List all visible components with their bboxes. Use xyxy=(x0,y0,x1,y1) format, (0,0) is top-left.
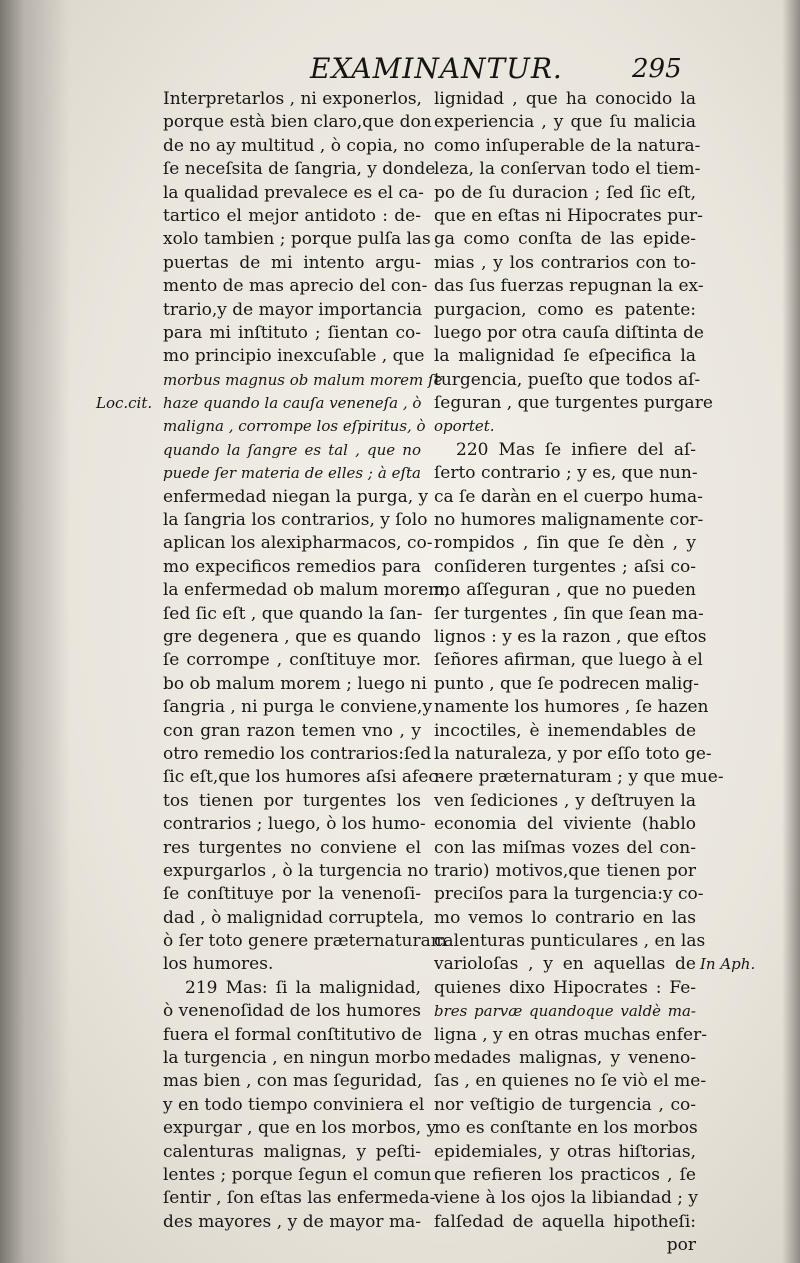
text-line: leza, la conſervan todo el tiem- xyxy=(434,159,701,180)
text-line: conſideren turgentes ; aſsi co- xyxy=(434,556,696,577)
text-line: mento de mas aprecio del con- xyxy=(163,276,428,297)
text-line: bo ob malum morem ; luego ni xyxy=(163,673,427,694)
text-line: ò venenoſidad de los humores xyxy=(163,1001,421,1022)
text-line: ven ſediciones , y deſtruyen la xyxy=(434,790,696,811)
text-line: mo expecificos remedios para xyxy=(163,556,421,577)
text-line: de no ay multitud , ò copia, no xyxy=(163,135,425,156)
text-line: dad , ò malignidad corruptela, xyxy=(163,907,425,928)
text-line: aplican los alexipharmacos, co- xyxy=(163,533,433,554)
text-line: ſeñores afirman, que luego à el xyxy=(434,650,703,671)
text-line: des mayores , y de mayor ma- xyxy=(163,1211,421,1232)
text-line: ſed ſic eſt , que quando la ſan- xyxy=(163,603,423,624)
text-line: calenturas punticulares , en las xyxy=(434,931,706,952)
text-line: la naturaleza, y por eſſo toto ge- xyxy=(434,743,712,764)
text-line: no humores malignamente cor- xyxy=(434,510,704,531)
text-line: ſas , en quienes no ſe viò el me- xyxy=(434,1071,707,1092)
text-line: ſeguran , que turgentes purgare xyxy=(434,393,713,414)
text-line: lignos : y es la razon , que eſtos xyxy=(434,626,707,647)
text-line: otro remedio los contrarios:ſed xyxy=(163,743,432,764)
text-line: ſentir , ſon eſtas las enfermeda- xyxy=(163,1188,436,1209)
text-line: trario,y de mayor importancia xyxy=(163,299,423,320)
text-line: la malignidad ſe eſpecifica la xyxy=(434,346,696,367)
text-line: falſedad de aquella hipotheſi: xyxy=(434,1211,696,1232)
text-line: luego por otra cauſa diſtinta de xyxy=(434,322,704,343)
text-line: namente los humores , ſe hazen xyxy=(434,697,709,718)
text-line: ſe conſtituye por la venenoſi- xyxy=(163,884,421,905)
text-line: oportet. xyxy=(434,417,495,436)
binding-shadow xyxy=(0,0,70,1263)
text-line: bres parvæ quandoque valdè ma- xyxy=(434,1002,696,1021)
text-line: con las miſmas vozes del con- xyxy=(434,837,696,858)
text-line: res turgentes no conviene el xyxy=(163,837,421,858)
text-line: viene à los ojos la libiandad ; y xyxy=(434,1188,699,1209)
text-line: xolo tambien ; porque pulſa las xyxy=(163,229,431,250)
text-line: ſerto contrario ; y es, que nun- xyxy=(434,463,698,484)
text-line: fuera el formal conſtitutivo de xyxy=(163,1024,423,1045)
text-line: nere præternaturam ; y que mue- xyxy=(434,767,724,788)
text-line: quienes dixo Hipocrates : Fe- xyxy=(434,977,696,998)
text-line: epidemiales, y otras hiſtorias, xyxy=(434,1141,696,1162)
text-line: la ſangria los contrarios, y ſolo xyxy=(163,510,428,531)
text-line: con gran razon temen vno , y xyxy=(163,720,421,741)
text-line: mo aſſeguran , que no pueden xyxy=(434,580,696,601)
text-line: calenturas malignas, y peſti- xyxy=(163,1141,421,1162)
text-line: lignidad , que ha conocido la xyxy=(434,89,696,109)
paragraph-start: 220 Mas ſe infiere del aſ- xyxy=(456,439,696,460)
text-line: mas bien , con mas ſeguridad, xyxy=(163,1071,423,1092)
text-line: ſe corrompe , conſtituye mor. xyxy=(163,650,421,671)
text-line: Interpretarlos , ni exponerlos, xyxy=(163,89,422,109)
text-line: la qualidad prevalece es el ca- xyxy=(163,182,424,203)
margin-note-right: In Aph. xyxy=(700,955,756,973)
text-line: puede ſer materia de elles ; à eſta xyxy=(163,464,421,483)
text-line: preciſos para la turgencia:y co- xyxy=(434,884,704,905)
text-line: expurgar , que en los morbos, y xyxy=(163,1118,437,1139)
text-line: ligna , y en otras muchas enfer- xyxy=(434,1024,707,1045)
text-line: experiencia , y que ſu malicia xyxy=(434,112,696,133)
text-line: lentes ; porque ſegun el comun xyxy=(163,1164,432,1185)
text-line: varioloſas , y en aquellas de xyxy=(434,954,696,975)
text-line: haze quando la cauſa veneneſa , ò xyxy=(163,394,422,413)
text-line: porque està bien claro,que don xyxy=(163,112,432,133)
text-line: para mi inſtituto ; ſientan co- xyxy=(163,322,421,343)
text-line: das ſus fuerzas repugnan la ex- xyxy=(434,276,704,297)
text-line: que refieren los practicos , ſe xyxy=(434,1164,696,1185)
text-line: contrarios ; luego, ò los humo- xyxy=(163,814,426,835)
text-line: ò ſer toto genere præternaturam xyxy=(163,931,447,952)
text-line: ſer turgentes , ſin que ſean ma- xyxy=(434,603,704,624)
text-line: morbus magnus ob malum morem ſe xyxy=(163,370,443,389)
text-line: po de ſu duracion ; ſed ſic eſt, xyxy=(434,182,696,203)
text-line: nor veſtigio de turgencia , co- xyxy=(434,1094,696,1115)
margin-note-left: Loc.cit. xyxy=(96,394,153,412)
text-line: la turgencia , en ningun morbo xyxy=(163,1048,431,1069)
text-line: puertas de mi intento argu- xyxy=(163,252,421,273)
text-line: enfermedad niegan la purga, y xyxy=(163,486,429,507)
text-line: punto , que ſe podrecen malig- xyxy=(434,673,699,694)
catchword: por xyxy=(666,1235,696,1256)
text-line: ſic eſt,que los humores aſsi afec- xyxy=(163,767,444,788)
text-line: quando la ſangre es tal , que no xyxy=(163,440,421,459)
text-line: tartico el mejor antidoto : de- xyxy=(163,205,421,226)
text-line: y en todo tiempo conviniera el xyxy=(163,1094,425,1115)
text-line: ſe neceſsita de ſangria, y donde xyxy=(163,159,436,180)
text-line: mo es conſtante en los morbos xyxy=(434,1118,698,1139)
right-column xyxy=(434,88,724,1258)
text-line: como inſuperable de la natura- xyxy=(434,135,701,156)
text-line: expurgarlos , ò la turgencia no xyxy=(163,860,429,881)
paragraph-start: 219 Mas: ſi la malignidad, xyxy=(185,977,421,998)
text-line: ca ſe daràn en el cuerpo huma- xyxy=(434,486,703,507)
text-line: ga como conſta de las epide- xyxy=(434,229,696,250)
text-line: mias , y los contrarios con to- xyxy=(434,252,696,273)
text-line: incoctiles, è inemendables de xyxy=(434,720,696,741)
text-line: purgacion, como es patente: xyxy=(434,299,696,320)
text-line: la enfermedad ob malum morem; xyxy=(163,580,451,601)
text-line: economia del viviente (hablo xyxy=(434,814,696,835)
text-line: medades malignas, y veneno- xyxy=(434,1048,696,1069)
text-line: ſangria , ni purga le conviene,y xyxy=(163,697,433,718)
text-line: trario) motivos,que tienen por xyxy=(434,860,696,881)
text-line: mo principio inexcuſable , que xyxy=(163,346,425,367)
page-number: 295 xyxy=(632,54,682,84)
text-line: gre degenera , que es quando xyxy=(163,626,421,647)
page-edge xyxy=(782,0,800,1263)
text-line: rompidos , ſin que ſe dèn , y xyxy=(434,533,696,554)
text-line: tos tienen por turgentes los xyxy=(163,790,421,811)
left-column xyxy=(163,88,451,1234)
running-head: EXAMINANTUR. xyxy=(310,52,563,85)
text-line: que en eſtas ni Hipocrates pur- xyxy=(434,205,703,226)
text-line: mo vemos lo contrario en las xyxy=(434,907,696,928)
text-line: los humores. xyxy=(163,954,274,975)
text-line: turgencia, pueſto que todos aſ- xyxy=(434,369,701,390)
text-line: maligna , corrompe los eſpiritus, ò xyxy=(163,417,426,436)
